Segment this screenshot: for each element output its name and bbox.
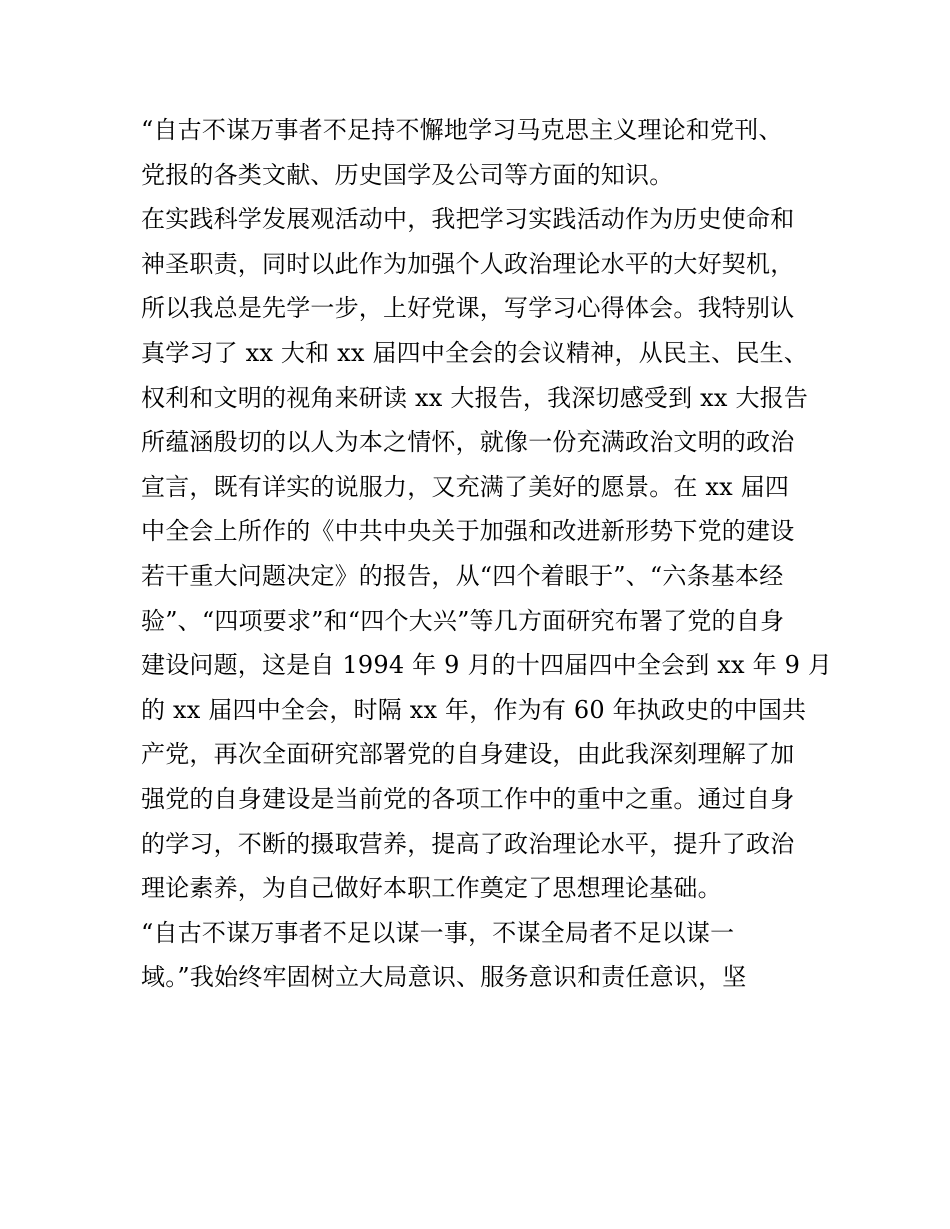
text-line: 理论素养，为自己做好本职工作奠定了思想理论基础。 (141, 874, 722, 903)
text-line: 验”、“四项要求”和“四个大兴”等几方面研究布署了党的自身 (141, 606, 785, 635)
text-line: 域。”我始终牢固树立大局意识、服务意识和责任意识，坚 (141, 963, 747, 992)
text-line: “自古不谋万事者不足持不懈地学习马克思主义理论和党刊、 (141, 116, 783, 144)
text-line: 强党的自身建设是当前党的各项工作中的重中之重。通过自身 (141, 784, 795, 813)
text-line: 的学习，不断的摄取营养，提高了政治理论水平，提升了政治 (141, 829, 795, 858)
text-line: 党报的各类文献、历史国学及公司等方面的知识。 (141, 160, 674, 189)
text-line: 若干重大问题决定》的报告，从“四个着眼于”、“六条基本经 (141, 561, 784, 590)
text-line: 神圣职责，同时以此作为加强个人政治理论水平的大好契机， (141, 249, 795, 278)
text-line: 权利和文明的视角来研读 xx 大报告，我深切感受到 xx 大报告 (141, 383, 809, 412)
document-body-text (141, 108, 841, 1000)
text-line: 所蕴涵殷切的以人为本之情怀，就像一份充满政治文明的政治 (141, 428, 795, 457)
text-line: 的 xx 届四中全会，时隔 xx 年，作为有 60 年执政史的中国共 (141, 695, 807, 724)
text-line: 在实践科学发展观活动中，我把学习实践活动作为历史使命和 (141, 205, 795, 234)
text-line: 宣言，既有详实的说服力，又充满了美好的愿景。在 xx 届四 (141, 472, 790, 501)
text-line: 中全会上所作的《中共中央关于加强和改进新形势下党的建设 (141, 517, 795, 546)
text-line: 真学习了 xx 大和 xx 届四中全会的会议精神，从民主、民生、 (141, 338, 809, 367)
text-line: 所以我总是先学一步，上好党课，写学习心得体会。我特别认 (141, 294, 795, 323)
text-line: 产党，再次全面研究部署党的自身建设，由此我深刻理解了加 (141, 740, 795, 769)
text-line: 建设问题，这是自 1994 年 9 月的十四届四中全会到 xx 年 9 月 (141, 651, 833, 680)
text-line: “自古不谋万事者不足以谋一事，不谋全局者不足以谋一 (141, 918, 735, 947)
